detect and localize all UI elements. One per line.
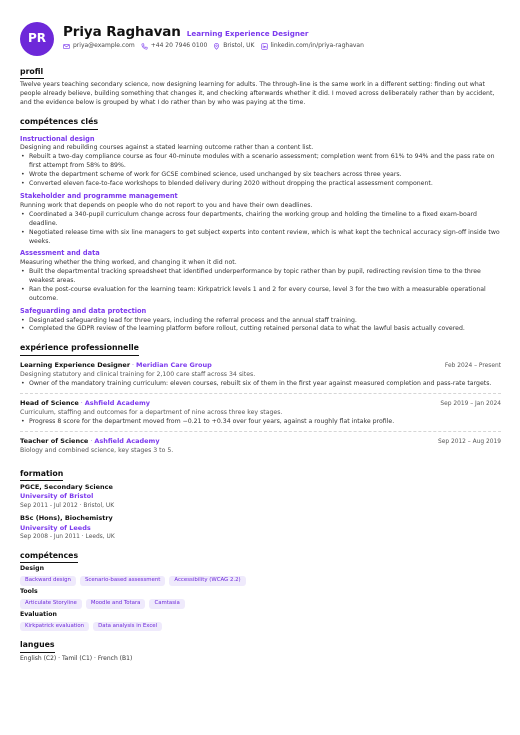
- job-entry: [20, 434, 501, 460]
- contact-email[interactable]: [63, 42, 135, 51]
- job-entry: [20, 396, 501, 432]
- skill-group: [20, 565, 501, 586]
- competency-title: Stakeholder and programme management: [20, 192, 178, 201]
- job-company: Meridian Care Group: [136, 360, 212, 369]
- skill-group-label: Design: [20, 565, 44, 573]
- phone-icon: [141, 43, 148, 50]
- candidate-role: Learning Experience Designer: [186, 29, 309, 38]
- avatar: PR: [20, 22, 54, 56]
- degree: BSc (Hons), Biochemistry: [20, 514, 113, 523]
- email-text: priya@example.com: [73, 42, 135, 49]
- skill-tag: Camtasia: [149, 599, 184, 609]
- skill-tag: Moodle and Totara: [86, 599, 146, 609]
- job-role: Teacher of Science: [20, 436, 89, 445]
- competency-bullets: [20, 317, 501, 335]
- job-company: Ashfield Academy: [84, 398, 150, 407]
- section-title: expérience professionnelle: [20, 342, 139, 355]
- competency-intro: Measuring whether the thing worked, and changing it when it did not.: [20, 259, 237, 267]
- skill-tags: [20, 622, 501, 632]
- skill-tag: Kirkpatrick evaluation: [20, 622, 89, 632]
- skill-tag: Scenario-based assessment: [80, 576, 165, 586]
- separator-dot: ·: [80, 399, 83, 407]
- location-pin-icon: [213, 43, 220, 50]
- skill-group-label: Tools: [20, 587, 38, 595]
- section-title: profil: [20, 66, 44, 79]
- bullet-item: • Wrote the department scheme of work for GCSE combined science, used unchanged by six teachers across three years.: [20, 171, 501, 180]
- linkedin-icon: [261, 43, 268, 50]
- contact-location: [213, 42, 254, 51]
- job-description: Biology and combined science, key stages 3 to 5.: [20, 446, 174, 454]
- bullet-item: • Progress 8 score for the department moved from −0.21 to +0.34 over four years, against a roughly flat intake profile.: [20, 418, 501, 427]
- job-description: Designing statutory and clinical training for 2,100 care staff across 34 sites.: [20, 370, 256, 378]
- skill-tag: Data analysis in Excel: [93, 622, 162, 632]
- education-entry: [20, 483, 501, 510]
- job-title-line: [20, 437, 160, 447]
- job-header: [20, 399, 501, 409]
- job-title-line: [20, 361, 212, 371]
- skill-tags: [20, 599, 501, 609]
- phone-text: +44 20 7946 0100: [150, 42, 208, 49]
- section-title: langues: [20, 639, 55, 652]
- separator-dot: ·: [132, 361, 134, 369]
- skill-tag: Articulate Storyline: [20, 599, 82, 609]
- skill-tag: Accessibility (WCAG 2.2): [169, 576, 245, 586]
- bullet-item: • Negotiated release time with six line managers to get subject experts into content review, which is what kept the technical accuracy sign-off inside two weeks.: [20, 229, 501, 247]
- job-entry: [20, 358, 501, 394]
- linkedin-text: linkedin.com/in/priya-raghavan: [270, 42, 364, 49]
- degree: PGCE, Secondary Science: [20, 482, 113, 491]
- bullet-item: • Designated safeguarding lead for three years, including the referral process and the annual staff training.: [20, 317, 501, 326]
- contact-phone[interactable]: [141, 42, 208, 51]
- resume-content: [20, 66, 501, 671]
- skill-group-label: Evaluation: [20, 610, 57, 618]
- education-entry: [20, 514, 501, 541]
- location-text: Bristol, UK: [223, 42, 255, 49]
- languages-text: English (C2) · Tamil (C1) · French (B1): [20, 654, 133, 662]
- separator-dot: ·: [90, 437, 93, 445]
- job-bullets: [20, 380, 501, 389]
- section-title: compétences clés: [20, 116, 98, 129]
- job-title-line: [20, 399, 150, 409]
- education-meta: Sep 2011 - Jul 2012 · Bristol, UK: [20, 502, 115, 509]
- experience-section: [20, 342, 501, 459]
- bullet-item: • Ran the post-course evaluation for the learning team: Kirkpatrick levels 1 and 2 for every course, level 3 for the two with a measurable operational outcome.: [20, 286, 501, 304]
- job-role: Learning Experience Designer: [20, 360, 131, 369]
- contact-bar: [63, 42, 364, 51]
- job-company: Ashfield Academy: [94, 436, 160, 445]
- section-title: formation: [20, 468, 63, 481]
- job-header: [20, 437, 501, 447]
- job-bullets: [20, 418, 501, 427]
- competency-bullets: [20, 153, 501, 189]
- bullet-item: • Rebuilt a two-day compliance course as four 40-minute modules with a scenario assessment; completion went from 61% to 94% and the pass rate on first attempt from 58% to 89%.: [20, 153, 501, 171]
- bullet-item: • Owner of the mandatory training curriculum: eleven courses, rebuilt six of them in the first year against measured completion and pass-rate targets.: [20, 380, 501, 389]
- institution: University of Bristol: [20, 492, 94, 501]
- contact-linkedin[interactable]: [261, 42, 364, 51]
- competency-bullets: [20, 211, 501, 247]
- candidate-name: Priya Raghavan: [63, 24, 181, 40]
- job-dates: Sep 2019 – Jan 2024: [440, 400, 501, 407]
- name-line: [63, 23, 308, 43]
- job-description: Curriculum, staffing and outcomes for a department of nine across three key stages.: [20, 408, 283, 416]
- profile-text: Twelve years teaching secondary science, now designing learning for adults. The through-line is the same work in a different setting: finding out what people already believe, building something that changes it, and checking afterwards whether it did. I moved across deliberately rather than by accident, and the evidence below is grouped by what I do rather than by who was paying at the time.: [20, 81, 495, 107]
- resume-header: [20, 22, 500, 56]
- education-section: [20, 468, 501, 542]
- bullet-item: • Coordinated a 340-pupil curriculum change across four departments, chairing the working group and holding the timeline to a fixed exam-board deadline.: [20, 211, 501, 229]
- competency-intro: Designing and rebuilding courses against a stated learning outcome rather than a content list.: [20, 144, 314, 152]
- education-meta: Sep 2008 - Jun 2011 · Leeds, UK: [20, 534, 115, 541]
- job-header: [20, 361, 501, 371]
- competencies-section: [20, 116, 501, 334]
- bullet-item: • Completed the GDPR review of the learning platform before rollout, cutting retained personal data to what the lawful basis actually covered.: [20, 325, 501, 334]
- competency-title: Safeguarding and data protection: [20, 306, 147, 315]
- skill-tag: Backward design: [20, 576, 76, 586]
- bullet-item: • Built the departmental tracking spreadsheet that identified underperformance by topic rather than by pupil, redirecting revision time to the three weakest areas.: [20, 268, 501, 286]
- skill-tags: [20, 576, 501, 586]
- skill-group: [20, 588, 501, 609]
- mail-icon: [63, 43, 70, 50]
- job-dates: Sep 2012 – Aug 2019: [437, 438, 501, 445]
- job-role: Head of Science: [20, 398, 79, 407]
- competency-bullets: [20, 268, 501, 304]
- skill-group: [20, 611, 501, 632]
- competency-title: Assessment and data: [20, 249, 100, 258]
- job-dates: Feb 2024 – Present: [444, 362, 501, 369]
- competency-intro: Running work that depends on people who do not report to you and have their own deadlines.: [20, 201, 313, 209]
- languages-section: [20, 639, 501, 663]
- bullet-item: • Converted eleven face-to-face workshops to blended delivery during 2020 without dropping the practical assessment component.: [20, 180, 501, 189]
- profile-section: [20, 66, 501, 108]
- institution: University of Leeds: [20, 523, 91, 532]
- section-title: compétences: [20, 550, 78, 563]
- competency-title: Instructional design: [20, 134, 95, 143]
- skills-section: [20, 550, 501, 632]
